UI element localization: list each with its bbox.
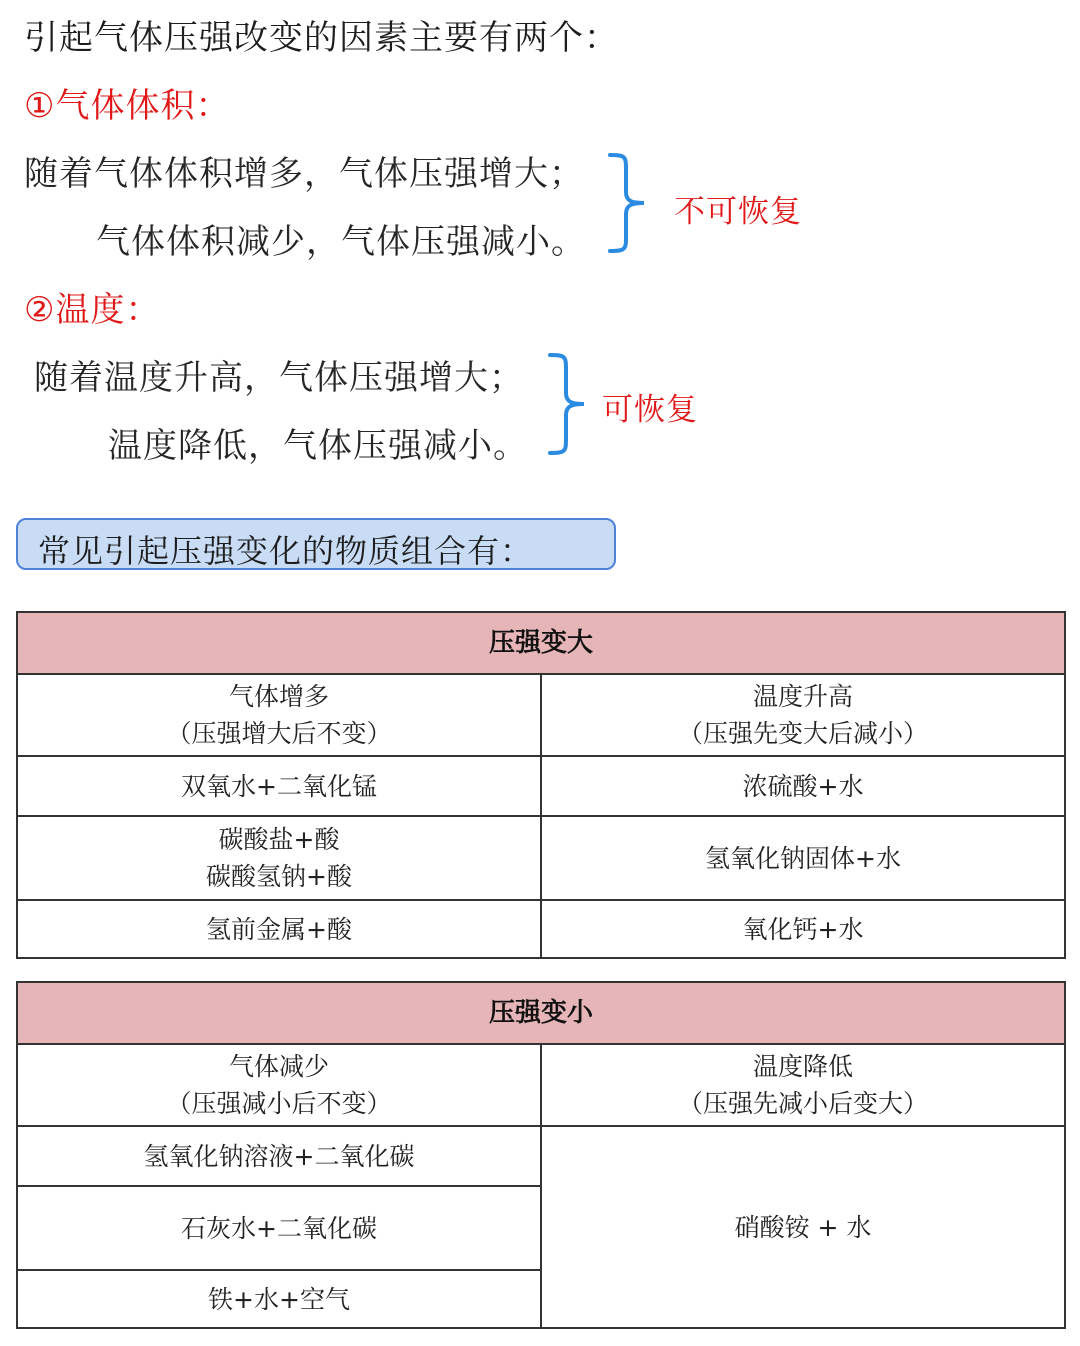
factor2-line1: 随着温度升高，气体压强增大；: [34, 358, 524, 398]
table-cell: 氢氧化钠溶液+二氧化碳: [17, 1126, 541, 1186]
factor2-heading: ②温度：: [24, 290, 161, 330]
table-cell: 氧化钙+水: [541, 900, 1065, 958]
table-cell: [17, 816, 541, 900]
factor2-note: 可恢复: [602, 392, 698, 428]
callout-text: 常见引起压强变化的物质组合有：: [38, 532, 534, 570]
table-cell: 浓硫酸+水: [541, 756, 1065, 816]
cell-line: （压强先减小后变大）: [678, 1089, 929, 1118]
table-cell: [541, 1044, 1065, 1126]
cell-line: （压强减小后不变）: [166, 1089, 392, 1118]
factor1-line1: 随着气体体积增多，气体压强增大；: [24, 154, 584, 194]
factor1-line2: 气体体积减少，气体压强减小。: [96, 222, 586, 262]
table-cell: 石灰水+二氧化碳: [17, 1186, 541, 1270]
factor2-line2: 温度降低，气体压强减小。: [108, 426, 528, 466]
cell-line: 气体增多: [228, 682, 329, 711]
cell-line: （压强先变大后减小）: [678, 719, 929, 748]
page-title: 引起气体压强改变的因素主要有两个：: [24, 18, 619, 58]
pressure-decrease-table: [16, 981, 1066, 1329]
cell-line: 碳酸氢钠+酸: [206, 862, 352, 891]
table-cell: 氢氧化钠固体+水: [541, 816, 1065, 900]
table-cell: [17, 674, 541, 756]
table-cell: 氢前金属+酸: [17, 900, 541, 958]
cell-line: （压强增大后不变）: [166, 719, 392, 748]
callout-box: [16, 518, 616, 570]
table-header: 压强变大: [17, 612, 1065, 674]
table-cell: 硝酸铵 + 水: [541, 1126, 1065, 1328]
brace-icon: [544, 352, 592, 456]
table-cell: [541, 674, 1065, 756]
factor1-note: 不可恢复: [674, 194, 802, 230]
table-cell: 双氧水+二氧化锰: [17, 756, 541, 816]
cell-line: 碳酸盐+酸: [218, 825, 340, 854]
cell-line: 气体减少: [228, 1052, 329, 1081]
pressure-increase-table: [16, 611, 1066, 959]
factor1-heading: ①气体体积：: [24, 86, 231, 126]
table-cell: [17, 1044, 541, 1126]
cell-line: 温度升高: [753, 682, 854, 711]
table-cell: 铁+水+空气: [17, 1270, 541, 1328]
cell-line: 温度降低: [753, 1052, 854, 1081]
table-header: 压强变小: [17, 982, 1065, 1044]
brace-icon: [604, 152, 652, 254]
